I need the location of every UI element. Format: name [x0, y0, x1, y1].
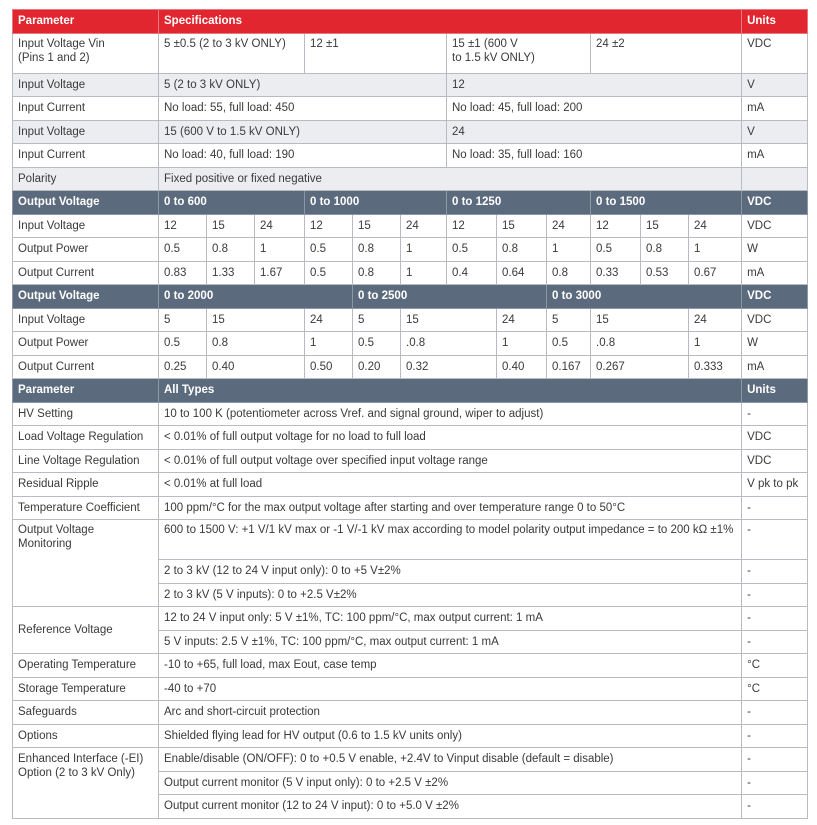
table-row	[13, 33, 808, 73]
cell: 0.32	[401, 355, 497, 379]
unit-cell: -	[742, 496, 808, 520]
cell: No load: 40, full load: 190	[159, 144, 447, 168]
row-label: Residual Ripple	[13, 473, 159, 497]
cell: 24 ±2	[591, 33, 742, 73]
range-header: 0 to 600	[159, 191, 305, 215]
row-label: Input Voltage Vin (Pins 1 and 2)	[13, 33, 159, 73]
cell: 0.25	[159, 355, 207, 379]
cell: 0.33	[591, 261, 641, 285]
range-header: 0 to 3000	[547, 285, 742, 309]
row-label: Output Power	[13, 238, 159, 262]
header-parameter: Parameter	[13, 10, 159, 34]
range-header: 0 to 1500	[591, 191, 742, 215]
row-label: Output Voltage	[13, 191, 159, 215]
table-row	[13, 607, 808, 631]
cell: 0.8	[547, 261, 591, 285]
cell: Output current monitor (12 to 24 V input): 0 to +5.0 V ±2%	[159, 795, 742, 819]
table-row	[13, 654, 808, 678]
table-row	[13, 449, 808, 473]
unit-cell: -	[742, 560, 808, 584]
cell: 0.5	[305, 261, 353, 285]
cell: 0.50	[305, 355, 353, 379]
cell: 0.5	[159, 332, 207, 356]
specifications-table	[12, 9, 808, 819]
cell: 0.267	[591, 355, 689, 379]
cell: 24	[401, 214, 447, 238]
table-row	[13, 261, 808, 285]
cell: < 0.01% of full output voltage for no load to full load	[159, 426, 742, 450]
cell: .0.8	[591, 332, 689, 356]
unit-cell: mA	[742, 144, 808, 168]
range-header: 0 to 1000	[305, 191, 447, 215]
cell: 24	[255, 214, 305, 238]
unit-cell: VDC	[742, 426, 808, 450]
unit-cell: -	[742, 795, 808, 819]
row-label: Input Current	[13, 97, 159, 121]
cell: 12	[159, 214, 207, 238]
cell: 15	[497, 214, 547, 238]
cell: 0.53	[641, 261, 689, 285]
unit-cell: V pk to pk	[742, 473, 808, 497]
cell: 0.5	[591, 238, 641, 262]
cell: 15	[353, 214, 401, 238]
row-label: Input Voltage	[13, 120, 159, 144]
table-row	[13, 308, 808, 332]
table-row	[13, 748, 808, 772]
output-block-1-header	[13, 191, 808, 215]
cell: 0.40	[497, 355, 547, 379]
cell: 0.64	[497, 261, 547, 285]
cell: 5	[547, 308, 591, 332]
cell: 12	[591, 214, 641, 238]
cell: 0.20	[353, 355, 401, 379]
table-row	[13, 473, 808, 497]
cell: 0.8	[641, 238, 689, 262]
cell: 12 to 24 V input only: 5 V ±1%, TC: 100 ppm/°C, max output current: 1 mA	[159, 607, 742, 631]
unit-cell: -	[742, 630, 808, 654]
cell: 0.8	[497, 238, 547, 262]
range-header: 0 to 2000	[159, 285, 353, 309]
header-units: Units	[742, 379, 808, 403]
table-row	[13, 120, 808, 144]
unit-cell: mA	[742, 355, 808, 379]
unit-cell: mA	[742, 97, 808, 121]
row-label: Storage Temperature	[13, 677, 159, 701]
table-row	[13, 167, 808, 191]
cell: 15	[401, 308, 497, 332]
cell: 600 to 1500 V: +1 V/1 kV max or -1 V/-1 kV max according to model polarity output impedance = to 200 kΩ ±1%	[159, 520, 742, 560]
cell: 12	[447, 73, 742, 97]
unit-cell: °C	[742, 677, 808, 701]
row-label: Input Voltage	[13, 214, 159, 238]
unit-cell: -	[742, 583, 808, 607]
cell: 1	[497, 332, 547, 356]
cell: 100 ppm/°C for the max output voltage after starting and over temperature range 0 to 50°C	[159, 496, 742, 520]
cell: 5 (2 to 3 kV ONLY)	[159, 73, 447, 97]
unit-cell: -	[742, 607, 808, 631]
table-row	[13, 73, 808, 97]
table-row	[13, 332, 808, 356]
cell: 1	[689, 238, 742, 262]
cell: 0.4	[447, 261, 497, 285]
cell: 0.8	[353, 238, 401, 262]
table-row	[13, 701, 808, 725]
unit-cell: VDC	[742, 33, 808, 73]
row-label: Input Current	[13, 144, 159, 168]
unit-cell: -	[742, 520, 808, 560]
cell: No load: 55, full load: 450	[159, 97, 447, 121]
table-header-row	[13, 10, 808, 34]
cell: 15 (600 V to 1.5 kV ONLY)	[159, 120, 447, 144]
output-block-2-header	[13, 285, 808, 309]
cell: 0.5	[547, 332, 591, 356]
row-label: Operating Temperature	[13, 654, 159, 678]
cell: 1	[255, 238, 305, 262]
table-row	[13, 677, 808, 701]
unit-cell: V	[742, 120, 808, 144]
cell: 0.5	[447, 238, 497, 262]
row-label: Options	[13, 724, 159, 748]
table-row	[13, 496, 808, 520]
row-label: HV Setting	[13, 402, 159, 426]
cell: Enable/disable (ON/OFF): 0 to +0.5 V enable, +2.4V to Vinput disable (default = disable)	[159, 748, 742, 772]
row-label: Output Current	[13, 355, 159, 379]
cell: 24	[305, 308, 353, 332]
row-label: Output Voltage Monitoring	[13, 520, 159, 607]
table-row	[13, 402, 808, 426]
range-header: 0 to 2500	[353, 285, 547, 309]
cell: 10 to 100 K (potentiometer across Vref. and signal ground, wiper to adjust)	[159, 402, 742, 426]
row-label: Line Voltage Regulation	[13, 449, 159, 473]
unit-cell: W	[742, 332, 808, 356]
cell: 1	[401, 238, 447, 262]
unit-cell: VDC	[742, 308, 808, 332]
unit-cell: -	[742, 701, 808, 725]
header-units: Units	[742, 10, 808, 34]
cell: 24	[689, 308, 742, 332]
cell: 0.8	[353, 261, 401, 285]
cell: 24	[547, 214, 591, 238]
row-label: Load Voltage Regulation	[13, 426, 159, 450]
row-label: Reference Voltage	[13, 607, 159, 654]
row-label: Input Voltage	[13, 73, 159, 97]
table-row	[13, 144, 808, 168]
cell: 0.167	[547, 355, 591, 379]
cell: .0.8	[401, 332, 497, 356]
cell: 15	[641, 214, 689, 238]
row-label: Safeguards	[13, 701, 159, 725]
cell: Output current monitor (5 V input only): 0 to +2.5 V ±2%	[159, 771, 742, 795]
cell: 5	[159, 308, 207, 332]
general-header-row	[13, 379, 808, 403]
cell: 24	[689, 214, 742, 238]
cell: 0.5	[159, 238, 207, 262]
cell: 2 to 3 kV (5 V inputs): 0 to +2.5 V±2%	[159, 583, 742, 607]
cell: 12	[305, 214, 353, 238]
cell: 12 ±1	[305, 33, 447, 73]
row-label: Input Voltage	[13, 308, 159, 332]
cell: 0.40	[207, 355, 305, 379]
cell: 1.33	[207, 261, 255, 285]
unit-cell: -	[742, 771, 808, 795]
cell: 2 to 3 kV (12 to 24 V input only): 0 to +5 V±2%	[159, 560, 742, 584]
cell: 15	[207, 308, 305, 332]
cell: 1	[547, 238, 591, 262]
unit-cell: W	[742, 238, 808, 262]
cell: 0.83	[159, 261, 207, 285]
cell: 0.67	[689, 261, 742, 285]
unit-cell	[742, 167, 808, 191]
cell: -10 to +65, full load, max Eout, case temp	[159, 654, 742, 678]
cell: 1	[689, 332, 742, 356]
header-all-types: All Types	[159, 379, 742, 403]
unit-cell: -	[742, 402, 808, 426]
cell: 1	[305, 332, 353, 356]
row-label: Temperature Coefficient	[13, 496, 159, 520]
cell: 1	[401, 261, 447, 285]
table-row	[13, 355, 808, 379]
cell: Arc and short-circuit protection	[159, 701, 742, 725]
cell: 5 ±0.5 (2 to 3 kV ONLY)	[159, 33, 305, 73]
cell: 5 V inputs: 2.5 V ±1%, TC: 100 ppm/°C, max output current: 1 mA	[159, 630, 742, 654]
cell: 0.8	[207, 238, 255, 262]
unit-cell: mA	[742, 261, 808, 285]
table-row	[13, 238, 808, 262]
cell: 15	[591, 308, 689, 332]
table-row	[13, 214, 808, 238]
row-label: Output Voltage	[13, 285, 159, 309]
row-label: Output Current	[13, 261, 159, 285]
cell: Fixed positive or fixed negative	[159, 167, 742, 191]
header-specifications: Specifications	[159, 10, 742, 34]
cell: Shielded flying lead for HV output (0.6 to 1.5 kV units only)	[159, 724, 742, 748]
cell: 15	[207, 214, 255, 238]
cell: < 0.01% of full output voltage over specified input voltage range	[159, 449, 742, 473]
row-label: Output Power	[13, 332, 159, 356]
table-row	[13, 724, 808, 748]
cell: 15 ±1 (600 V to 1.5 kV ONLY)	[447, 33, 591, 73]
table-row	[13, 426, 808, 450]
unit-cell: V	[742, 73, 808, 97]
cell: -40 to +70	[159, 677, 742, 701]
row-label: Polarity	[13, 167, 159, 191]
cell: 24	[497, 308, 547, 332]
header-parameter: Parameter	[13, 379, 159, 403]
cell: 0.8	[207, 332, 305, 356]
unit-cell: -	[742, 748, 808, 772]
cell: 0.5	[305, 238, 353, 262]
cell: 24	[447, 120, 742, 144]
cell: No load: 45, full load: 200	[447, 97, 742, 121]
cell: 12	[447, 214, 497, 238]
row-label: Enhanced Interface (-EI) Option (2 to 3 kV Only)	[13, 748, 159, 819]
table-row	[13, 97, 808, 121]
table-row	[13, 520, 808, 560]
unit-cell: VDC	[742, 191, 808, 215]
unit-cell: VDC	[742, 449, 808, 473]
unit-cell: -	[742, 724, 808, 748]
cell: 0.5	[353, 332, 401, 356]
unit-cell: VDC	[742, 285, 808, 309]
unit-cell: VDC	[742, 214, 808, 238]
cell: < 0.01% at full load	[159, 473, 742, 497]
cell: 1.67	[255, 261, 305, 285]
cell: No load: 35, full load: 160	[447, 144, 742, 168]
range-header: 0 to 1250	[447, 191, 591, 215]
cell: 0.333	[689, 355, 742, 379]
cell: 5	[353, 308, 401, 332]
unit-cell: °C	[742, 654, 808, 678]
